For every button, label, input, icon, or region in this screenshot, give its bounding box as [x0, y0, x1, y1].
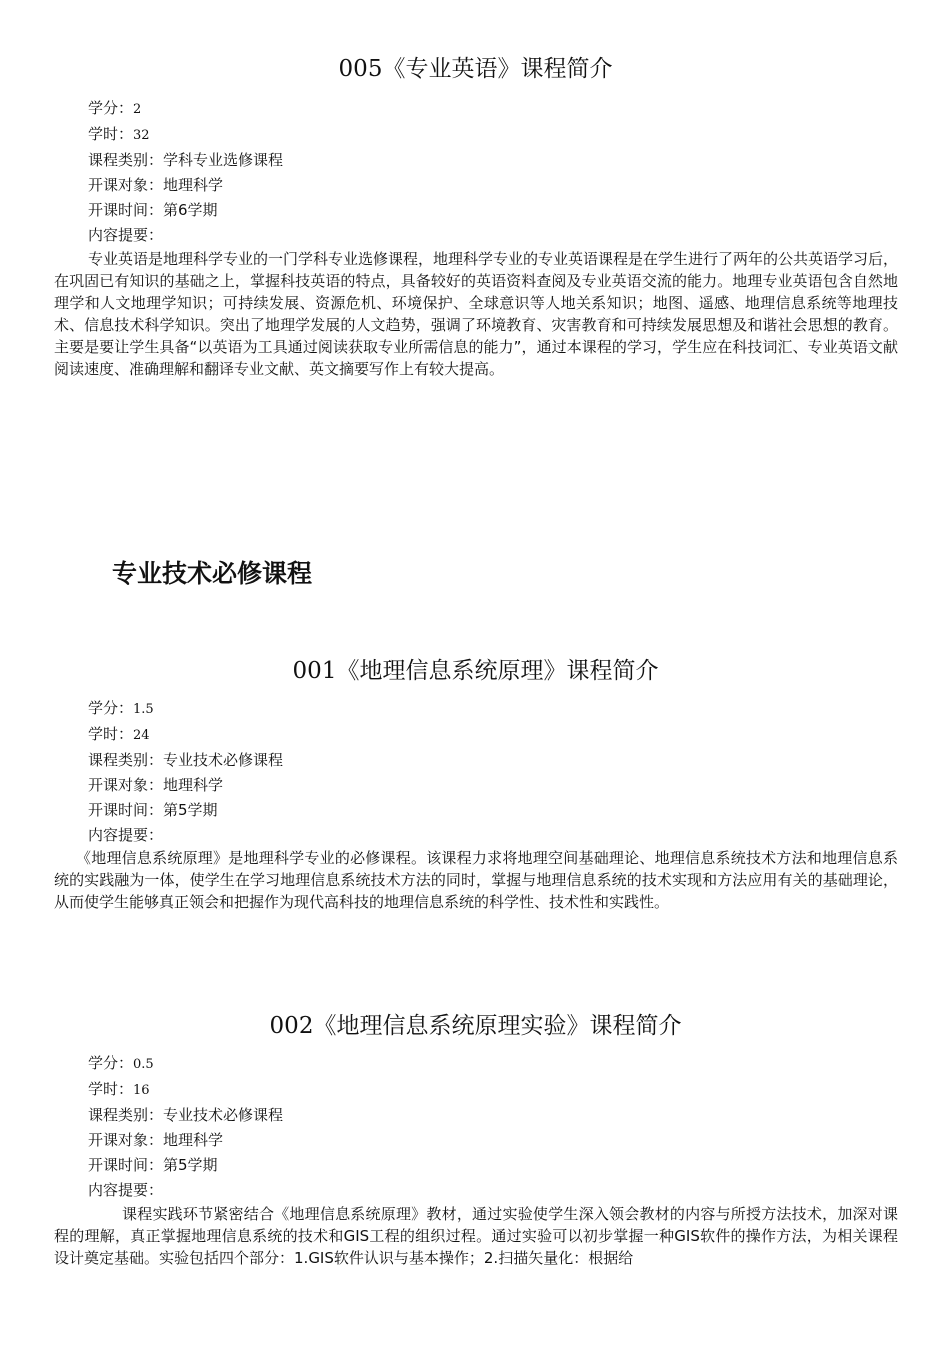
course-title-002: 002《地理信息系统原理实验》课程简介: [269, 1013, 682, 1039]
credit-row: [88, 1051, 283, 1077]
type-label: 课程类别：: [88, 751, 164, 769]
summary-label-row: [88, 823, 283, 848]
summary-label-row: [88, 223, 283, 248]
summary-label: 内容提要：: [88, 226, 164, 244]
course-summary-002: 课程实践环节紧密结合《地理信息系统原理》教材，通过实验使学生深入领会教材的内容与所授方法技术，加深对课程的理解，真正掌握地理信息系统的技术和GIS工程的组织过程。通过实验可以初步掌握一种GIS软件的操作方法，为相关课程设计奠定基础。实验包括四个部分：1.GIS软件认识与基本操作；2.扫描矢量化：根据给: [54, 1205, 898, 1267]
course-title-005: 005《专业英语》课程简介: [338, 56, 613, 82]
term-row: [88, 798, 283, 823]
hours-label: 学时：: [88, 1080, 134, 1098]
credit-value: 1.5: [133, 702, 154, 717]
type-value: 专业技术必修课程: [163, 1106, 284, 1124]
term-label: 开课时间：: [88, 1156, 164, 1174]
term-label: 开课时间：: [88, 201, 164, 219]
course-summary-001: 《地理信息系统原理》是地理科学专业的必修课程。该课程力求将地理空间基础理论、地理信息系统技术方法和地理信息系统的实践融为一体，使学生在学习地理信息系统技术方法的同时，掌握与地理信息系统的技术实现和方法应用有关的基础理论，从而使学生能够真正领会和把握作为现代高科技的地理信息系统的科学性、技术性和实践性。: [54, 849, 898, 911]
summary-label-row: [88, 1178, 283, 1203]
type-row: [88, 148, 283, 173]
term-row: [88, 198, 283, 223]
course-meta-001: [88, 696, 283, 848]
hours-label: 学时：: [88, 125, 134, 143]
audience-row: [88, 773, 283, 798]
audience-row: [88, 173, 283, 198]
audience-label: 开课对象：: [88, 776, 164, 794]
term-value: 第5学期: [163, 801, 218, 819]
summary-label: 内容提要：: [88, 826, 164, 844]
audience-label: 开课对象：: [88, 1131, 164, 1149]
credit-label: 学分：: [88, 1054, 134, 1072]
type-row: [88, 748, 283, 773]
credit-value: 2: [133, 102, 142, 117]
audience-value: 地理科学: [163, 776, 224, 794]
credit-row: [88, 696, 283, 722]
course-summary-005: 专业英语是地理科学专业的一门学科专业选修课程，地理科学专业的专业英语课程是在学生进行了两年的公共英语学习后，在巩固已有知识的基础之上，掌握科技英语的特点，具备较好的英语资料查阅及专业英语交流的能力。地理专业英语包含自然地理学和人文地理学知识；可持续发展、资源危机、环境保护、全球意识等人地关系知识；地图、遥感、地理信息系统等地理技术、信息技术科学知识。突出了地理学发展的人文趋势，强调了环境教育、灾害教育和可持续发展思想及和谐社会思想的教育。主要是要让学生具备“以英语为工具通过阅读获取专业所需信息的能力”，通过本课程的学习，学生应在科技词汇、专业英语文献阅读速度、准确理解和翻译专业文献、英文摘要写作上有较大提高。: [54, 250, 899, 378]
type-label: 课程类别：: [88, 151, 164, 169]
credit-label: 学分：: [88, 699, 134, 717]
audience-value: 地理科学: [163, 176, 224, 194]
type-value: 专业技术必修课程: [163, 751, 284, 769]
hours-value: 24: [133, 728, 150, 743]
credit-label: 学分：: [88, 99, 134, 117]
hours-row: [88, 722, 283, 748]
type-row: [88, 1103, 283, 1128]
summary-label: 内容提要：: [88, 1181, 164, 1199]
term-label: 开课时间：: [88, 801, 164, 819]
hours-value: 32: [133, 128, 150, 143]
course-title-001: 001《地理信息系统原理》课程简介: [292, 658, 659, 684]
hours-value: 16: [133, 1083, 150, 1098]
term-row: [88, 1153, 283, 1178]
hours-row: [88, 1077, 283, 1103]
type-value: 学科专业选修课程: [163, 151, 284, 169]
credit-value: 0.5: [133, 1057, 154, 1072]
course-meta-005: [88, 96, 283, 248]
section-heading: 专业技术必修课程: [112, 559, 313, 588]
term-value: 第6学期: [163, 201, 218, 219]
hours-row: [88, 122, 283, 148]
hours-label: 学时：: [88, 725, 134, 743]
audience-row: [88, 1128, 283, 1153]
type-label: 课程类别：: [88, 1106, 164, 1124]
audience-label: 开课对象：: [88, 176, 164, 194]
credit-row: [88, 96, 283, 122]
term-value: 第5学期: [163, 1156, 218, 1174]
course-meta-002: [88, 1051, 283, 1203]
audience-value: 地理科学: [163, 1131, 224, 1149]
